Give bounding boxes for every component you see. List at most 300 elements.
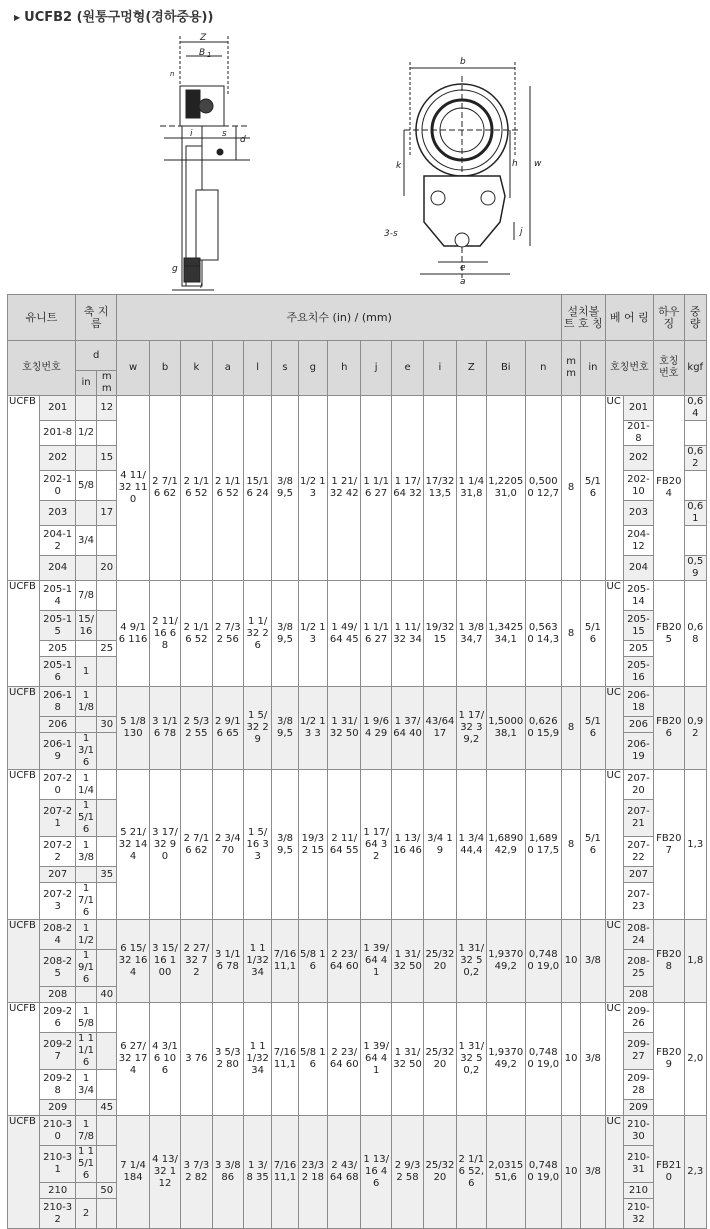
unit-no: 210-30	[40, 1116, 75, 1146]
dim-n: 1,6890 17,5	[525, 770, 562, 920]
page-title	[14, 6, 213, 25]
dim-w: 5 21/32 144	[117, 770, 149, 920]
unit-no: 207	[40, 867, 75, 883]
header-bearing: 베 어 링	[605, 295, 654, 341]
dim-a: 2 1/16 52	[212, 396, 243, 581]
d-in: 2	[75, 1199, 96, 1229]
dim-n: 0,7480 19,0	[525, 1003, 562, 1116]
dim-l: 1 5/16 33	[243, 770, 271, 920]
dim-i: 25/32 20	[424, 1116, 456, 1229]
dim-i: 19/32 15	[424, 581, 456, 687]
unit-no: 201	[40, 396, 75, 421]
weight: 2,3	[684, 1116, 707, 1229]
header-h: h	[328, 341, 361, 396]
dim-k: 3 76	[181, 1003, 212, 1116]
d-mm	[97, 920, 117, 950]
d-mm	[97, 1070, 117, 1100]
dim-b: 3 17/32 90	[149, 770, 180, 920]
d-in	[75, 1183, 96, 1199]
unit-no: 207-20	[40, 770, 75, 800]
dim-z: 1 3/8 34,7	[456, 581, 486, 687]
dim-e: 1 17/64 32	[391, 396, 423, 581]
housing-no: FB205	[654, 581, 684, 687]
d-mm	[97, 471, 117, 501]
d-in: 1 11/16	[75, 1033, 96, 1070]
label-3s: 3-s	[384, 229, 398, 239]
bearing-no: 206-18	[623, 687, 653, 717]
header-d-mm: mm	[97, 371, 117, 396]
unit-no: 205-14	[40, 581, 75, 611]
d-mm	[97, 1003, 117, 1033]
d-in	[75, 717, 96, 733]
d-in	[75, 867, 96, 883]
label-k: k	[396, 161, 402, 171]
unit-no: 210-32	[40, 1199, 75, 1229]
bearing-no: 208-24	[623, 920, 653, 950]
unit-no: 207-21	[40, 800, 75, 837]
bolt-in: 5/16	[581, 581, 605, 687]
d-mm	[97, 611, 117, 641]
label-a: a	[460, 277, 466, 287]
header-kgf: kgf	[684, 341, 707, 396]
dim-e: 1 11/32 34	[391, 581, 423, 687]
d-mm: 20	[97, 556, 117, 581]
dim-b: 3 1/16 78	[149, 687, 180, 770]
dim-j: 1 1/16 27	[361, 581, 391, 687]
unit-prefix: UCFB	[8, 687, 40, 770]
unit-prefix: UCFB	[8, 1116, 40, 1229]
d-in: 5/8	[75, 471, 96, 501]
unit-no: 207-23	[40, 883, 75, 920]
d-in	[75, 641, 96, 657]
bearing-no: 207	[623, 867, 653, 883]
dim-e: 1 37/64 40	[391, 687, 423, 770]
dim-l: 1 1/32 26	[243, 581, 271, 687]
dim-h: 1 31/32 50	[328, 687, 361, 770]
front-view-drawing	[404, 62, 530, 278]
d-mm	[97, 657, 117, 687]
bearing-no: 207-20	[623, 770, 653, 800]
dim-k: 2 5/32 55	[181, 687, 212, 770]
d-in: 1 9/16	[75, 950, 96, 987]
unit-no: 209	[40, 1100, 75, 1116]
d-mm	[97, 581, 117, 611]
weight	[684, 526, 707, 556]
weight: 0,68	[684, 581, 707, 687]
label-b: B	[199, 48, 206, 58]
header-s: s	[272, 341, 298, 396]
bearing-no: 205-15	[623, 611, 653, 641]
housing-no: FB207	[654, 770, 684, 920]
unit-prefix: UCFB	[8, 770, 40, 920]
bearing-no: 205-14	[623, 581, 653, 611]
dim-l: 1 11/32 34	[243, 1003, 271, 1116]
d-in: 1 1/4	[75, 770, 96, 800]
d-mm: 35	[97, 867, 117, 883]
d-in: 1 5/8	[75, 1003, 96, 1033]
dim-w: 4 11/32 110	[117, 396, 149, 581]
bearing-no: 201	[623, 396, 653, 421]
bolt-mm: 10	[562, 1116, 581, 1229]
label-j: j	[520, 227, 523, 237]
header-g: g	[298, 341, 327, 396]
d-mm: 50	[97, 1183, 117, 1199]
dim-w: 6 15/32 164	[117, 920, 149, 1003]
dim-e: 1 31/32 50	[391, 1003, 423, 1116]
header-unit-no: 호칭번호	[8, 341, 76, 396]
dim-s: 3/8 9,5	[272, 396, 298, 581]
bearing-no: 204	[623, 556, 653, 581]
d-in: 15/16	[75, 611, 96, 641]
bolt-in: 3/8	[581, 1116, 605, 1229]
bearing-no: 207-22	[623, 837, 653, 867]
unit-no: 201-8	[40, 421, 75, 446]
housing-no: FB209	[654, 1003, 684, 1116]
d-mm	[97, 950, 117, 987]
d-in: 1 1/2	[75, 920, 96, 950]
label-g: g	[172, 264, 178, 274]
bolt-mm: 8	[562, 396, 581, 581]
dim-i: 43/64 17	[424, 687, 456, 770]
dim-h: 2 11/64 55	[328, 770, 361, 920]
d-mm	[97, 687, 117, 717]
bearing-no: 204-12	[623, 526, 653, 556]
d-mm: 40	[97, 987, 117, 1003]
dim-z: 1 17/32 39,2	[456, 687, 486, 770]
d-mm: 12	[97, 396, 117, 421]
bearing-prefix: UC	[605, 920, 623, 1003]
bearing-no: 205-16	[623, 657, 653, 687]
d-mm	[97, 800, 117, 837]
housing-no: FB210	[654, 1116, 684, 1229]
housing-no: FB206	[654, 687, 684, 770]
dim-g: 5/8 16	[298, 920, 327, 1003]
header-j: j	[361, 341, 391, 396]
dim-w: 5 1/8 130	[117, 687, 149, 770]
header-a: a	[212, 341, 243, 396]
dim-n: 0,5630 14,3	[525, 581, 562, 687]
d-in: 1 3/16	[75, 733, 96, 770]
table-row	[8, 1003, 707, 1033]
label-h: h	[512, 159, 518, 169]
dim-n: 0,7480 19,0	[525, 1116, 562, 1229]
unit-no: 202-10	[40, 471, 75, 501]
dim-z: 1 1/4 31,8	[456, 396, 486, 581]
d-mm	[97, 1146, 117, 1183]
dim-g: 1/2 13 3	[298, 687, 327, 770]
housing-no: FB208	[654, 920, 684, 1003]
dim-i: 25/32 20	[424, 1003, 456, 1116]
d-in: 1	[75, 657, 96, 687]
dim-h: 2 23/64 60	[328, 920, 361, 1003]
dim-g: 1/2 13	[298, 396, 327, 581]
header-bi: Bi	[487, 341, 525, 396]
dim-k: 2 1/16 52	[181, 396, 212, 581]
label-z: Z	[200, 33, 207, 43]
bearing-prefix: UC	[605, 687, 623, 770]
unit-no: 208	[40, 987, 75, 1003]
dim-j: 1 1/16 27	[361, 396, 391, 581]
bearing-no: 210-32	[623, 1199, 653, 1229]
label-s: s	[222, 129, 227, 139]
weight: 0,61	[684, 501, 707, 526]
bolt-in: 3/8	[581, 920, 605, 1003]
table-row	[8, 770, 707, 800]
bearing-prefix: UC	[605, 770, 623, 920]
weight	[684, 421, 707, 446]
d-mm	[97, 883, 117, 920]
dim-l: 15/16 24	[243, 396, 271, 581]
weight: 0,59	[684, 556, 707, 581]
unit-no: 206-19	[40, 733, 75, 770]
bearing-no: 207-23	[623, 883, 653, 920]
unit-no: 208-25	[40, 950, 75, 987]
dim-n: 0,7480 19,0	[525, 920, 562, 1003]
dim-i: 17/32 13,5	[424, 396, 456, 581]
dim-h: 1 21/32 42	[328, 396, 361, 581]
dim-a: 2 9/16 65	[212, 687, 243, 770]
dim-j: 1 39/64 41	[361, 920, 391, 1003]
dim-bi: 1,3425 34,1	[487, 581, 525, 687]
dim-bi: 1,9370 49,2	[487, 920, 525, 1003]
header-z: Z	[456, 341, 486, 396]
d-in: 1 3/4	[75, 1070, 96, 1100]
unit-no: 209-28	[40, 1070, 75, 1100]
header-bolt-mm: mm	[562, 341, 581, 396]
dim-l: 1 11/32 34	[243, 920, 271, 1003]
table-row	[8, 1116, 707, 1146]
header-unit: 유니트	[8, 295, 76, 341]
dim-w: 7 1/4 184	[117, 1116, 149, 1229]
dim-g: 23/32 18	[298, 1116, 327, 1229]
bearing-prefix: UC	[605, 1003, 623, 1116]
label-i: i	[190, 129, 193, 139]
unit-no: 205-15	[40, 611, 75, 641]
unit-no: 205-16	[40, 657, 75, 687]
d-mm	[97, 733, 117, 770]
dim-k: 2 27/32 72	[181, 920, 212, 1003]
d-mm: 30	[97, 717, 117, 733]
header-n: n	[525, 341, 562, 396]
bolt-mm: 8	[562, 770, 581, 920]
header-e: e	[391, 341, 423, 396]
unit-no: 208-24	[40, 920, 75, 950]
d-in: 1 7/8	[75, 1116, 96, 1146]
dim-k: 2 7/16 62	[181, 770, 212, 920]
d-mm	[97, 837, 117, 867]
unit-prefix: UCFB	[8, 1003, 40, 1116]
bolt-in: 5/16	[581, 687, 605, 770]
d-mm	[97, 1116, 117, 1146]
d-in: 1 1/8	[75, 687, 96, 717]
label-d: d	[240, 135, 246, 145]
bearing-no: 209-27	[623, 1033, 653, 1070]
bearing-no: 210-31	[623, 1146, 653, 1183]
dim-bi: 1,2205 31,0	[487, 396, 525, 581]
dim-s: 7/16 11,1	[272, 1116, 298, 1229]
bearing-no: 203	[623, 501, 653, 526]
bearing-no: 208-25	[623, 950, 653, 987]
table-row	[8, 396, 707, 421]
dim-a: 3 1/16 78	[212, 920, 243, 1003]
bearing-no: 202	[623, 446, 653, 471]
bolt-in: 5/16	[581, 770, 605, 920]
bearing-no: 209-28	[623, 1070, 653, 1100]
header-l: l	[243, 341, 271, 396]
unit-prefix: UCFB	[8, 920, 40, 1003]
bearing-no: 210-30	[623, 1116, 653, 1146]
d-mm	[97, 1033, 117, 1070]
d-in	[75, 396, 96, 421]
d-mm	[97, 421, 117, 446]
dim-z: 2 1/16 52,6	[456, 1116, 486, 1229]
d-mm	[97, 526, 117, 556]
bearing-no: 210	[623, 1183, 653, 1199]
dim-l: 1 5/32 29	[243, 687, 271, 770]
unit-no: 209-26	[40, 1003, 75, 1033]
triangle-bullet-icon: ▶	[14, 13, 21, 22]
d-in	[75, 501, 96, 526]
dim-b: 4 3/16 106	[149, 1003, 180, 1116]
header-weight: 중량	[684, 295, 707, 341]
dim-g: 1/2 13	[298, 581, 327, 687]
d-mm	[97, 770, 117, 800]
header-w: w	[117, 341, 149, 396]
dim-h: 2 43/64 68	[328, 1116, 361, 1229]
header-housing: 하우징	[654, 295, 684, 341]
bearing-no: 201-8	[623, 421, 653, 446]
d-mm: 25	[97, 641, 117, 657]
bolt-in: 5/16	[581, 396, 605, 581]
dim-z: 1 31/32 50,2	[456, 920, 486, 1003]
header-shaft: 축 지 름	[75, 295, 117, 341]
dim-l: 1 3/8 35	[243, 1116, 271, 1229]
header-bearing-no: 호칭번호	[605, 341, 654, 396]
dim-g: 19/32 15	[298, 770, 327, 920]
dim-k: 2 1/16 52	[181, 581, 212, 687]
unit-no: 204-12	[40, 526, 75, 556]
dim-k: 3 7/32 82	[181, 1116, 212, 1229]
header-bolt-in: in	[581, 341, 605, 396]
label-n: n	[170, 70, 175, 78]
weight: 0,64	[684, 396, 707, 421]
bearing-no: 206-19	[623, 733, 653, 770]
technical-drawings	[0, 26, 710, 292]
unit-prefix: UCFB	[8, 396, 40, 581]
dim-bi: 1,6890 42,9	[487, 770, 525, 920]
header-k: k	[181, 341, 212, 396]
d-in: 1 3/8	[75, 837, 96, 867]
d-mm	[97, 1199, 117, 1229]
bolt-mm: 10	[562, 1003, 581, 1116]
bolt-mm: 8	[562, 687, 581, 770]
unit-no: 202	[40, 446, 75, 471]
unit-no: 205	[40, 641, 75, 657]
d-in: 1 5/16	[75, 800, 96, 837]
dim-j: 1 17/64 32	[361, 770, 391, 920]
dim-s: 3/8 9,5	[272, 770, 298, 920]
dim-s: 3/8 9,5	[272, 581, 298, 687]
d-in	[75, 987, 96, 1003]
dim-e: 1 13/16 46	[391, 770, 423, 920]
d-in: 1 15/16	[75, 1146, 96, 1183]
header-d: d	[75, 341, 117, 371]
d-in: 3/4	[75, 526, 96, 556]
dim-w: 4 9/16 116	[117, 581, 149, 687]
bearing-no: 206	[623, 717, 653, 733]
unit-prefix: UCFB	[8, 581, 40, 687]
dim-bi: 1,5000 38,1	[487, 687, 525, 770]
d-in	[75, 446, 96, 471]
bearing-no: 205	[623, 641, 653, 657]
bearing-no: 209	[623, 1100, 653, 1116]
header-housing-no: 호칭 번호	[654, 341, 684, 396]
dim-j: 1 39/64 41	[361, 1003, 391, 1116]
table-row	[8, 920, 707, 950]
dim-bi: 1,9370 49,2	[487, 1003, 525, 1116]
bolt-mm: 10	[562, 920, 581, 1003]
unit-no: 203	[40, 501, 75, 526]
dim-w: 6 27/32 174	[117, 1003, 149, 1116]
label-l: l	[200, 281, 203, 291]
spec-table	[7, 294, 707, 1229]
header-dims: 주요치수 (in) / (mm)	[117, 295, 562, 341]
d-in	[75, 556, 96, 581]
header-bolt: 설치볼트 호 칭	[562, 295, 606, 341]
unit-no: 210-31	[40, 1146, 75, 1183]
label-front-b: b	[460, 57, 466, 67]
bearing-no: 207-21	[623, 800, 653, 837]
d-in	[75, 1100, 96, 1116]
bearing-prefix: UC	[605, 581, 623, 687]
dim-z: 1 3/4 44,4	[456, 770, 486, 920]
unit-no: 209-27	[40, 1033, 75, 1070]
bolt-mm: 8	[562, 581, 581, 687]
d-in: 1 7/16	[75, 883, 96, 920]
unit-no: 204	[40, 556, 75, 581]
dim-bi: 2,0315 51,6	[487, 1116, 525, 1229]
weight: 0,92	[684, 687, 707, 770]
header-i: i	[424, 341, 456, 396]
bearing-no: 202-10	[623, 471, 653, 501]
dim-a: 3 5/32 80	[212, 1003, 243, 1116]
dim-s: 7/16 11,1	[272, 1003, 298, 1116]
label-w: w	[534, 159, 542, 169]
bearing-no: 208	[623, 987, 653, 1003]
header-d-in: in	[75, 371, 96, 396]
dim-a: 2 7/32 56	[212, 581, 243, 687]
dim-j: 1 13/16 46	[361, 1116, 391, 1229]
bearing-prefix: UC	[605, 396, 623, 581]
d-mm: 17	[97, 501, 117, 526]
label-e: e	[460, 263, 466, 273]
table-row	[8, 687, 707, 717]
d-in: 7/8	[75, 581, 96, 611]
weight: 2,0	[684, 1003, 707, 1116]
dim-a: 2 3/4 70	[212, 770, 243, 920]
weight: 1,8	[684, 920, 707, 1003]
dim-b: 3 15/16 100	[149, 920, 180, 1003]
dim-n: 0,6260 15,9	[525, 687, 562, 770]
weight: 1,3	[684, 770, 707, 920]
unit-no: 206-18	[40, 687, 75, 717]
dim-h: 1 49/64 45	[328, 581, 361, 687]
dim-j: 1 9/64 29	[361, 687, 391, 770]
unit-no: 210	[40, 1183, 75, 1199]
weight	[684, 471, 707, 501]
dim-h: 2 23/64 60	[328, 1003, 361, 1116]
table-row	[8, 581, 707, 611]
